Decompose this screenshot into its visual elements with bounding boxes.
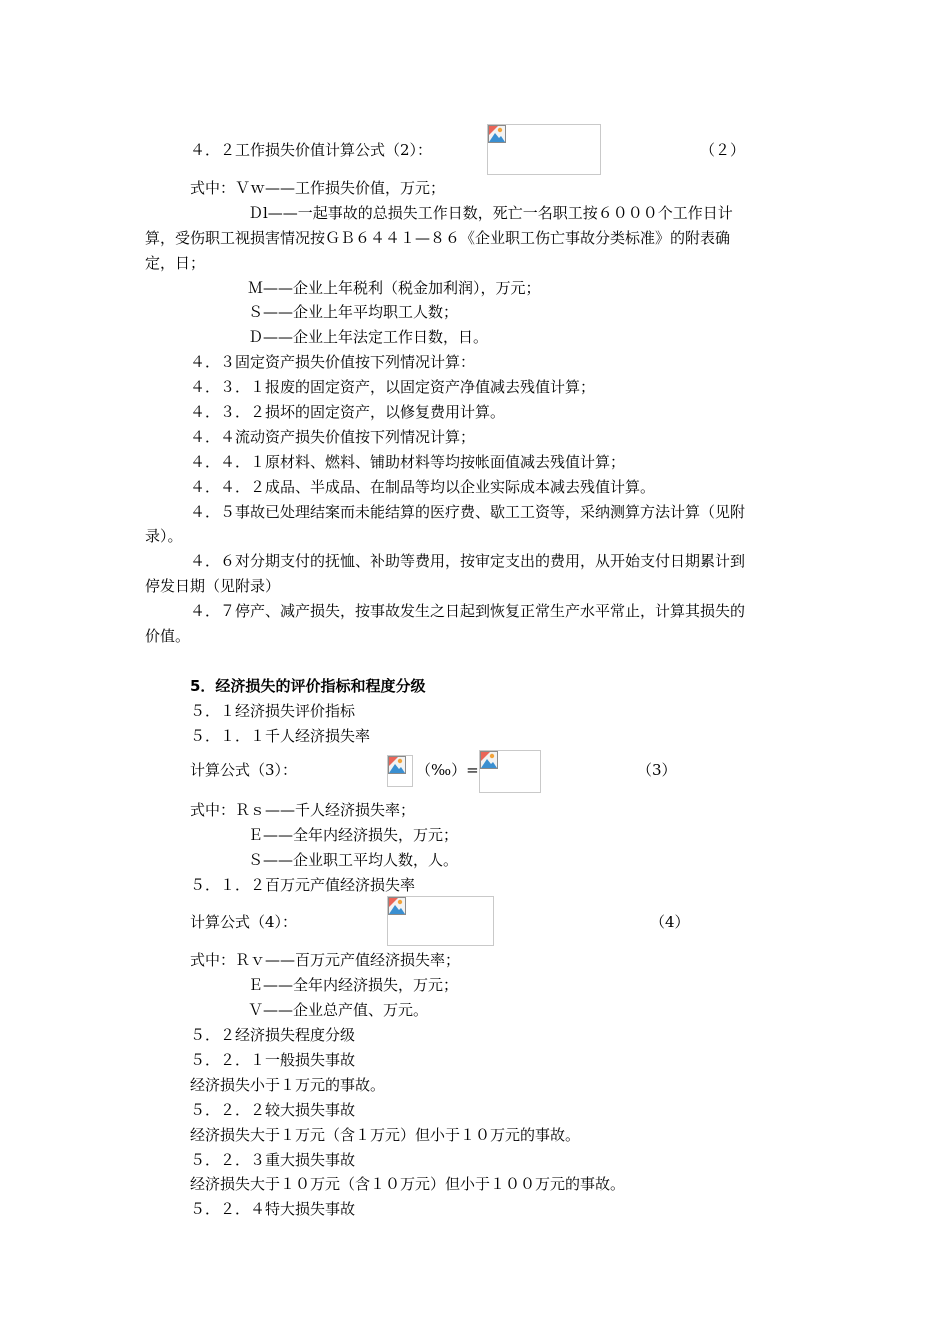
formula-3-label: 计算公式（3）： [190, 761, 298, 779]
section-5-2-1: ５．２．１一般损失事故 [190, 1051, 356, 1069]
section-4-6-line2: 停发日期（见附录） [145, 577, 281, 595]
section-5-1-2: ５．１．２百万元产值经济损失率 [190, 876, 416, 894]
section-4-7-line2: 价值。 [145, 627, 191, 645]
section-5-2-2-text: 经济损失大于１万元（含１万元）但小于１０万元的事故。 [190, 1126, 581, 1144]
formula-2-s: Ｓ——企业上年平均职工人数； [248, 303, 459, 321]
section-4-2-title: ４．２工作损失价值计算公式（2）： [190, 141, 433, 159]
section-4-4-2: ４．４．２成品、半成品、在制品等均以企业实际成本减去残值计算。 [190, 478, 656, 496]
formula-4-image [387, 896, 494, 946]
formula-3-image-left [387, 755, 413, 787]
section-5-2-2: ５．２．２较大损失事故 [190, 1101, 356, 1119]
section-4-4-1: ４．４．１原材料、燃料、铺助材料等均按帐面值减去残值计算； [190, 453, 626, 471]
formula-4-number: （4） [650, 913, 690, 931]
section-5-2-3-text: 经济损失大于１０万元（含１０万元）但小于１００万元的事故。 [190, 1175, 626, 1193]
formula-3-where: 式中：Ｒｓ——千人经济损失率； [190, 801, 416, 819]
formula-2-d1-line2: 算，受伤职工视损害情况按ＧＢ６４４１—８６《企业职工伤亡事故分类标准》的附表确 [145, 229, 731, 247]
formula-4-v: Ｖ——企业总产值、万元。 [248, 1001, 429, 1019]
section-5-2: ５．２经济损失程度分级 [190, 1026, 356, 1044]
section-5-2-1-text: 经济损失小于１万元的事故。 [190, 1076, 386, 1094]
formula-2-d1-line1: Ｄl——一起事故的总损失工作日数，死亡一名职工按６０００个工作日计 [248, 204, 733, 222]
section-4-5-line2: 录）。 [145, 527, 183, 545]
section-5-1-1: ５．１．１千人经济损失率 [190, 727, 371, 745]
broken-image-icon [388, 897, 406, 915]
formula-3-e: Ｅ——全年内经济损失，万元； [248, 826, 459, 844]
section-4-3-title: ４．３固定资产损失价值按下列情况计算： [190, 353, 476, 371]
section-4-4-title: ４．４流动资产损失价值按下列情况计算； [190, 428, 476, 446]
section-4-7-line1: ４．７停产、减产损失，按事故发生之日起到恢复正常生产水平常止，计算其损失的 [190, 602, 746, 620]
broken-image-icon [388, 756, 406, 774]
formula-3-operator: （‰）= [416, 761, 479, 779]
broken-image-icon [480, 751, 498, 769]
formula-3-number: （3） [637, 761, 677, 779]
formula-4-label: 计算公式（4）： [190, 913, 298, 931]
formula-2-where: 式中：Ｖｗ——工作损失价值，万元； [190, 179, 446, 197]
section-5-2-4: ５．２．４特大损失事故 [190, 1200, 356, 1218]
formula-2-d: Ｄ——企业上年法定工作日数，日。 [248, 328, 489, 346]
formula-2-d1-line3: 定，日； [145, 254, 206, 272]
section-5-heading: 5．经济损失的评价指标和程度分级 [190, 677, 426, 695]
section-5-2-3: ５．２．３重大损失事故 [190, 1151, 356, 1169]
section-4-5-line1: ４．５事故已处理结案而未能结算的医疗费、歇工工资等，采纳测算方法计算（见附 [190, 503, 746, 521]
formula-4-where: 式中：Ｒｖ——百万元产值经济损失率； [190, 951, 461, 969]
formula-2-number: （２） [700, 141, 746, 159]
section-5-1: ５．１经济损失评价指标 [190, 702, 356, 720]
formula-2-image [487, 124, 601, 175]
section-4-6-line1: ４．６对分期支付的抚恤、补助等费用，按审定支出的费用，从开始支付日期累计到 [190, 552, 746, 570]
section-4-3-1: ４．３．１报废的固定资产，以固定资产净值减去残值计算； [190, 378, 596, 396]
section-4-3-2: ４．３．２损坏的固定资产，以修复费用计算。 [190, 403, 506, 421]
formula-4-e: Ｅ——全年内经济损失，万元； [248, 976, 459, 994]
formula-3-image-right [479, 750, 541, 793]
broken-image-icon [488, 125, 506, 143]
formula-3-s: Ｓ——企业职工平均人数，人。 [248, 851, 459, 869]
formula-2-m: Ｍ——企业上年税利（税金加利润），万元； [248, 279, 541, 297]
